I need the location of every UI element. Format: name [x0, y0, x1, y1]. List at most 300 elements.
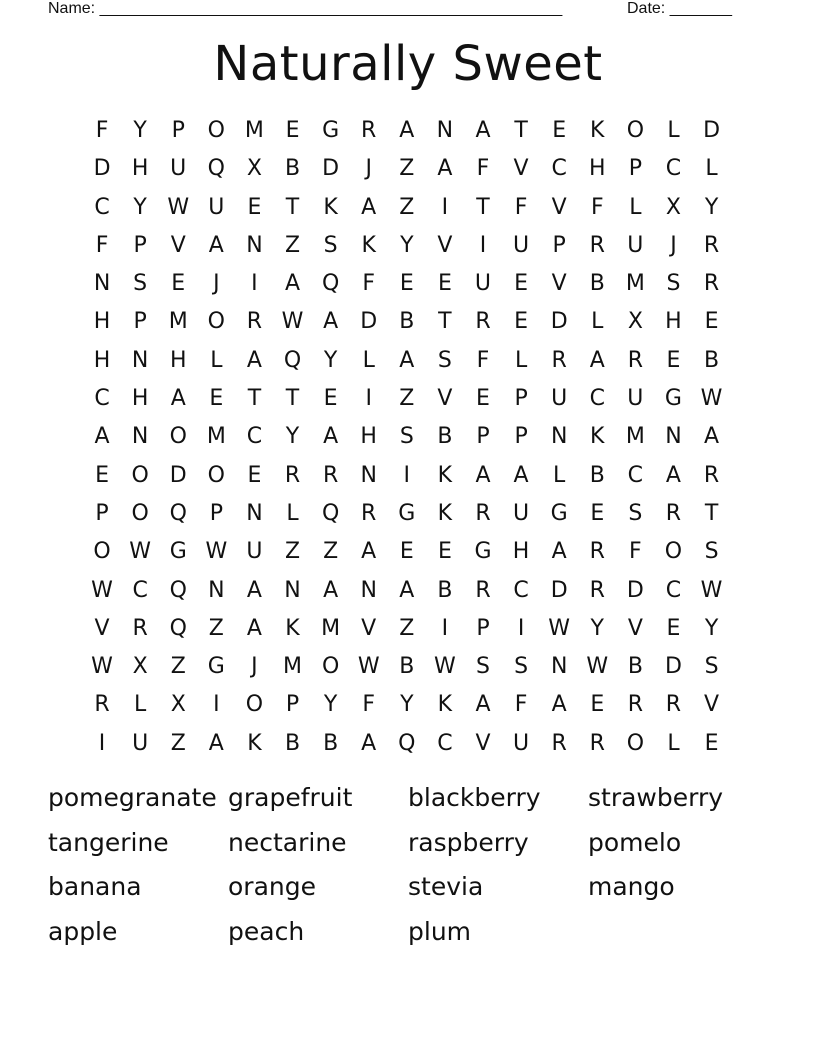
grid-letter: O [207, 462, 225, 488]
grid-letter: S [666, 271, 681, 297]
grid-letter: J [251, 654, 258, 680]
grid-letter: A [170, 386, 186, 412]
grid-letter: R [665, 500, 682, 526]
grid-letter: Z [284, 232, 301, 258]
grid-letter: F [590, 194, 604, 220]
grid-letter: U [132, 730, 149, 756]
grid-letter: B [627, 654, 643, 680]
grid-letter: V [437, 232, 453, 258]
word-list-item: plum [408, 916, 472, 946]
grid-letter: O [131, 462, 149, 488]
grid-letter: D [664, 654, 682, 680]
grid-letter: E [666, 347, 681, 373]
grid-letter: W [357, 654, 380, 680]
grid-letter: D [169, 462, 187, 488]
grid-letter: P [95, 500, 109, 526]
grid-letter: U [246, 539, 263, 565]
grid-letter: G [398, 500, 416, 526]
grid-letter: A [551, 692, 567, 718]
grid-letter: R [551, 730, 567, 756]
grid-letter: M [283, 654, 302, 680]
grid-letter: B [399, 654, 415, 680]
grid-letter: I [441, 194, 449, 220]
grid-letter: R [361, 118, 377, 143]
grid-letter: C [665, 156, 682, 182]
grid-letter: R [322, 462, 339, 488]
grid-letter: H [93, 309, 111, 335]
grid-letter: R [627, 347, 643, 373]
grid-letter: Q [169, 500, 187, 526]
grid-letter: Y [323, 692, 338, 718]
grid-letter: V [361, 615, 377, 641]
grid-letter: O [626, 118, 645, 143]
grid-letter: Q [283, 347, 302, 373]
grid-letter: A [513, 462, 529, 488]
grid-letter: S [133, 271, 148, 297]
grid-letter: E [666, 615, 681, 641]
grid-letter: N [208, 577, 225, 603]
letter-grid [83, 114, 731, 765]
grid-letter: F [629, 539, 642, 565]
grid-letter: K [361, 232, 376, 258]
grid-letter: V [170, 232, 186, 258]
word-list-item: grapefruit [228, 783, 353, 812]
grid-letter: Z [399, 194, 415, 220]
grid-letter: T [285, 194, 300, 220]
grid-letter: N [131, 347, 149, 373]
grid-letter: N [665, 424, 682, 450]
grid-letter: R [703, 232, 720, 258]
grid-letter: U [170, 156, 187, 182]
grid-letter: D [93, 156, 111, 182]
grid-letter: Y [400, 692, 414, 718]
grid-letter: L [629, 194, 642, 220]
grid-letter: P [514, 386, 528, 412]
grid-letter: Y [704, 194, 719, 220]
grid-letter: D [550, 577, 568, 603]
word-list-item: strawberry [588, 783, 724, 812]
grid-letter: U [627, 386, 644, 412]
grid-letter: G [322, 118, 340, 143]
grid-letter: G [550, 500, 568, 526]
grid-letter: Q [169, 577, 187, 603]
grid-letter: M [168, 309, 188, 335]
grid-letter: O [321, 654, 340, 680]
grid-letter: A [589, 347, 605, 373]
grid-letter: F [95, 232, 109, 258]
grid-letter: M [244, 118, 264, 143]
grid-letter: H [512, 539, 530, 565]
grid-letter: Z [399, 156, 415, 182]
grid-letter: E [514, 309, 529, 335]
grid-letter: H [93, 347, 111, 373]
grid-letter: C [627, 462, 644, 488]
grid-letter: Y [400, 232, 414, 258]
grid-letter: Z [170, 654, 186, 680]
grid-letter: D [626, 577, 644, 603]
grid-letter: Y [704, 615, 719, 641]
grid-letter: L [286, 500, 299, 526]
grid-letter: V [475, 730, 491, 756]
grid-letter: P [209, 500, 223, 526]
grid-letter: N [284, 577, 301, 603]
grid-letter: T [704, 500, 719, 526]
grid-letter: J [670, 232, 677, 258]
grid-letter: W [91, 654, 113, 680]
grid-letter: Y [590, 615, 604, 641]
grid-letter: P [133, 309, 147, 335]
grid-letter: A [246, 615, 262, 641]
grid-letter: E [247, 194, 262, 220]
grid-letter: B [437, 577, 453, 603]
grid-letter: Z [284, 539, 301, 565]
grid-letter: L [362, 347, 375, 373]
grid-letter: I [213, 692, 220, 718]
grid-letter: J [213, 271, 220, 297]
grid-letter: P [628, 156, 642, 182]
grid-letter: Z [208, 615, 224, 641]
grid-letter: O [93, 539, 111, 565]
grid-letter: Y [285, 424, 300, 450]
grid-letter: K [323, 194, 338, 220]
grid-letter: E [247, 462, 262, 488]
word-list [48, 777, 768, 955]
grid-letter: N [131, 424, 149, 450]
word-list-item: banana [48, 872, 142, 901]
grid-letter: C [94, 194, 110, 220]
grid-letter: H [169, 347, 187, 373]
grid-letter: R [475, 500, 491, 526]
word-list-item: nectarine [228, 827, 347, 857]
grid-letter: I [251, 271, 258, 297]
grid-letter: E [399, 271, 414, 297]
grid-letter: A [704, 424, 720, 450]
grid-letter: E [552, 118, 567, 143]
grid-letter: Q [321, 271, 340, 297]
grid-letter: U [513, 730, 530, 756]
grid-letter: O [169, 424, 187, 450]
grid-letter: D [360, 309, 378, 335]
grid-letter: X [627, 309, 643, 335]
grid-letter: R [589, 232, 605, 258]
grid-letter: M [206, 424, 226, 450]
name-field: Name: ____________________________________________________ [48, 0, 563, 17]
grid-letter: P [476, 424, 490, 450]
grid-letter: D [550, 309, 568, 335]
grid-letter: K [590, 424, 605, 450]
grid-letter: U [513, 500, 530, 526]
grid-letter: W [586, 654, 609, 680]
grid-letter: F [362, 692, 376, 718]
grid-letter: H [588, 156, 606, 182]
grid-letter: B [589, 462, 605, 488]
grid-letter: N [550, 424, 568, 450]
grid-letter: A [475, 462, 491, 488]
grid-letter: S [323, 232, 338, 258]
grid-letter: H [665, 309, 682, 335]
grid-letter: E [590, 500, 605, 526]
word-list-item: pomelo [588, 827, 682, 857]
grid-letter: Z [399, 615, 415, 641]
grid-letter: S [399, 424, 414, 450]
grid-letter: I [403, 462, 411, 488]
grid-letter: E [437, 539, 452, 565]
puzzle-title: Naturally Sweet [213, 36, 603, 92]
grid-letter: R [132, 615, 148, 641]
grid-letter: A [475, 692, 491, 718]
grid-letter: H [131, 156, 149, 182]
grid-letter: P [171, 118, 185, 143]
grid-letter: A [399, 347, 415, 373]
grid-letter: I [365, 386, 372, 412]
grid-letter: C [513, 577, 529, 603]
grid-letter: O [131, 500, 149, 526]
grid-letter: E [704, 309, 719, 335]
grid-letter: W [700, 386, 723, 412]
grid-letter: E [437, 271, 452, 297]
grid-letter: E [323, 386, 338, 412]
grid-letter: X [665, 194, 681, 220]
grid-letter: H [360, 424, 377, 450]
grid-letter: X [246, 156, 262, 182]
grid-letter: W [91, 577, 113, 603]
word-list-item: stevia [408, 872, 484, 901]
grid-letter: V [94, 615, 110, 641]
grid-letter: T [247, 386, 262, 412]
grid-letter: U [627, 232, 644, 258]
grid-letter: R [475, 577, 491, 603]
grid-letter: L [553, 462, 566, 488]
word-list-item: tangerine [48, 827, 169, 857]
word-list-item: raspberry [408, 827, 529, 857]
grid-letter: K [437, 462, 453, 488]
grid-letter: C [437, 730, 453, 756]
grid-letter: T [514, 118, 528, 143]
grid-letter: B [284, 156, 301, 182]
grid-letter: B [399, 309, 415, 335]
grid-letter: A [475, 118, 491, 143]
grid-letter: Z [399, 386, 415, 412]
grid-letter: O [664, 539, 683, 565]
grid-letter: Q [169, 615, 187, 641]
grid-letter: V [551, 271, 567, 297]
grid-letter: W [281, 309, 304, 335]
grid-letter: J [365, 156, 372, 182]
grid-letter: V [627, 615, 643, 641]
grid-letter: W [205, 539, 228, 565]
word-list-item: blackberry [408, 783, 541, 812]
grid-letter: G [474, 539, 492, 565]
grid-letter: K [437, 500, 453, 526]
grid-letter: A [208, 232, 224, 258]
grid-letter: G [169, 539, 187, 565]
grid-letter: X [170, 692, 186, 718]
grid-letter: B [284, 730, 301, 756]
grid-letter: A [437, 156, 453, 182]
grid-letter: Y [323, 347, 338, 373]
grid-letter: A [551, 539, 567, 565]
grid-letter: E [209, 386, 224, 412]
grid-letter: L [667, 730, 680, 756]
grid-letter: W [434, 654, 456, 680]
grid-letter: S [437, 347, 452, 373]
date-field: Date: _______ [627, 0, 732, 17]
grid-letter: P [476, 615, 490, 641]
grid-letter: N [436, 118, 454, 143]
grid-letter: O [207, 118, 225, 143]
grid-letter: D [322, 156, 340, 182]
grid-letter: B [589, 271, 605, 297]
grid-letter: U [551, 386, 568, 412]
header-row [48, 0, 732, 22]
grid-letter: G [664, 386, 682, 412]
grid-letter: E [590, 692, 605, 718]
grid-letter: A [246, 347, 262, 373]
grid-letter: V [437, 386, 453, 412]
grid-letter: E [476, 386, 490, 412]
grid-letter: X [132, 654, 148, 680]
grid-letter: A [323, 577, 339, 603]
grid-letter: K [437, 692, 453, 718]
grid-letter: N [550, 654, 568, 680]
grid-letter: F [514, 194, 528, 220]
grid-letter: O [245, 692, 264, 718]
grid-letter: E [95, 462, 109, 488]
grid-letter: A [399, 118, 415, 143]
grid-letter: U [513, 232, 530, 258]
grid-letter: W [548, 615, 571, 641]
grid-letter: L [134, 692, 147, 718]
grid-letter: A [323, 424, 339, 450]
grid-letter: C [246, 424, 263, 450]
grid-letter: L [705, 156, 718, 182]
grid-letter: L [210, 347, 223, 373]
grid-letter: R [703, 462, 720, 488]
grid-letter: B [437, 424, 453, 450]
grid-letter: U [208, 194, 225, 220]
grid-letter: U [474, 271, 492, 297]
grid-letter: P [552, 232, 566, 258]
grid-letter: N [246, 232, 263, 258]
grid-letter: R [589, 539, 605, 565]
grid-letter: L [514, 347, 528, 373]
grid-letter: M [625, 424, 645, 450]
grid-letter: F [362, 271, 376, 297]
word-list-item: orange [228, 872, 316, 901]
grid-letter: F [514, 692, 528, 718]
grid-letter: S [514, 654, 529, 680]
grid-letter: A [665, 462, 681, 488]
grid-letter: R [284, 462, 301, 488]
grid-letter: T [438, 309, 452, 335]
grid-letter: B [323, 730, 339, 756]
grid-letter: K [247, 730, 262, 756]
grid-letter: N [360, 462, 377, 488]
grid-letter: M [321, 615, 341, 641]
grid-letter: S [476, 654, 490, 680]
grid-letter: C [589, 386, 605, 412]
grid-letter: L [591, 309, 604, 335]
grid-letter: O [626, 730, 645, 756]
grid-letter: A [399, 577, 415, 603]
grid-letter: K [590, 118, 605, 143]
grid-letter: F [476, 347, 490, 373]
grid-letter: Z [323, 539, 339, 565]
grid-letter: Q [398, 730, 416, 756]
grid-letter: E [399, 539, 414, 565]
grid-letter: W [167, 194, 190, 220]
grid-letter: A [284, 271, 301, 297]
grid-letter: A [94, 424, 110, 450]
grid-letter: R [665, 692, 682, 718]
grid-letter: F [476, 156, 490, 182]
grid-letter: R [589, 577, 605, 603]
word-list-item: mango [588, 872, 675, 901]
grid-letter: V [513, 156, 529, 182]
grid-letter: Y [133, 194, 147, 220]
grid-letter: A [246, 577, 262, 603]
grid-letter: W [700, 577, 723, 603]
grid-letter: P [514, 424, 528, 450]
grid-letter: R [246, 309, 263, 335]
grid-letter: R [703, 271, 720, 297]
grid-letter: A [361, 730, 377, 756]
grid-letter: M [625, 271, 645, 297]
grid-letter: Z [170, 730, 186, 756]
grid-letter: D [703, 118, 721, 143]
grid-letter: L [667, 118, 680, 143]
grid-letter: Y [133, 118, 147, 143]
grid-letter: R [475, 309, 491, 335]
grid-letter: A [208, 730, 224, 756]
grid-letter: W [129, 539, 152, 565]
grid-letter: C [665, 577, 682, 603]
grid-letter: S [704, 654, 719, 680]
grid-letter: R [361, 500, 377, 526]
grid-letter: Q [207, 156, 225, 182]
word-list-item: pomegranate [48, 783, 217, 812]
grid-letter: E [285, 118, 300, 143]
grid-letter: O [207, 309, 225, 335]
word-list-item: apple [48, 916, 118, 946]
grid-letter: V [704, 692, 720, 718]
grid-letter: N [360, 577, 377, 603]
grid-letter: K [285, 615, 300, 641]
grid-letter: E [514, 271, 529, 297]
grid-letter: P [285, 692, 300, 718]
grid-letter: S [704, 539, 719, 565]
grid-letter: S [628, 500, 643, 526]
word-list-item: peach [228, 916, 305, 946]
grid-letter: C [551, 156, 567, 182]
grid-letter: A [323, 309, 339, 335]
grid-letter: N [246, 500, 263, 526]
grid-letter: T [285, 386, 300, 412]
grid-letter: R [627, 692, 643, 718]
grid-letter: R [589, 730, 605, 756]
grid-letter: A [361, 194, 377, 220]
grid-letter: N [93, 271, 111, 297]
grid-letter: H [131, 386, 149, 412]
grid-letter: E [704, 730, 719, 756]
grid-letter: I [517, 615, 525, 641]
grid-letter: G [207, 654, 225, 680]
grid-letter: R [551, 347, 567, 373]
grid-letter: C [132, 577, 148, 603]
grid-letter: V [551, 194, 567, 220]
grid-letter: B [704, 347, 720, 373]
grid-letter: T [476, 194, 490, 220]
